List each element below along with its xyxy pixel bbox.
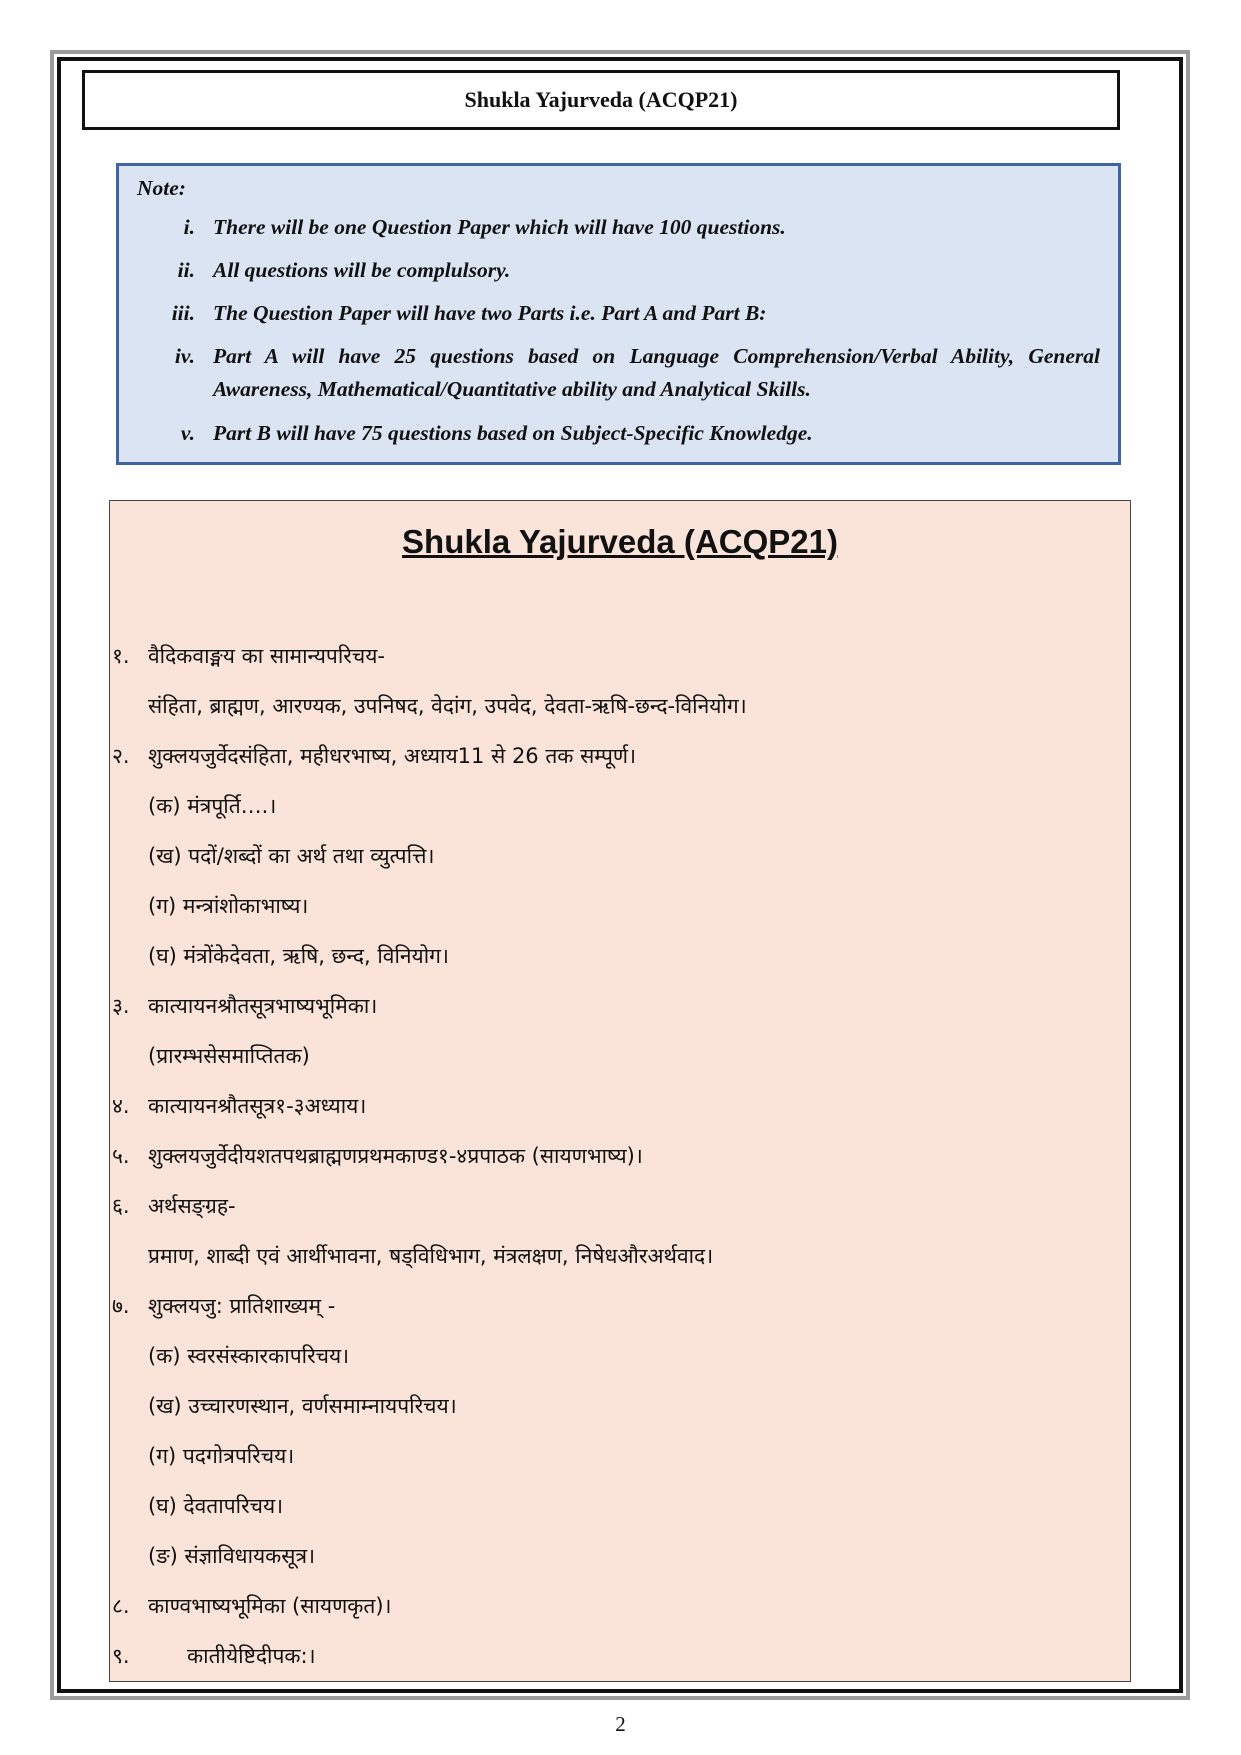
syllabus-line <box>110 1281 1130 1331</box>
syllabus-line <box>110 781 1130 831</box>
note-item-text: There will be one Question Paper which will have 100 questions. <box>213 215 786 239</box>
page-number: 2 <box>615 1712 626 1736</box>
syllabus-line-text: (ग) पदगोत्रपरिचय। <box>148 1444 295 1468</box>
note-item <box>137 340 1100 406</box>
syllabus-line <box>110 1181 1130 1231</box>
syllabus-line-text: कात्यायनश्रौतसूत्र१-३अध्याय। <box>148 1094 367 1118</box>
syllabus-line <box>110 1531 1130 1581</box>
syllabus-line <box>110 1631 1130 1681</box>
note-item-text: Part B will have 75 questions based on Subject-Specific Knowledge. <box>213 421 813 445</box>
syllabus-line-text: (ख) पदों/शब्दों का अर्थ तथा व्युत्पत्ति। <box>148 844 435 868</box>
note-item-text: All questions will be complulsory. <box>213 258 511 282</box>
header-title: Shukla Yajurveda (ACQP21) <box>82 70 1120 130</box>
syllabus-line-number: ३. <box>112 994 130 1018</box>
syllabus-line <box>110 1231 1130 1281</box>
syllabus-line-text: काण्वभाष्यभूमिका (सायणकृत)। <box>148 1594 392 1618</box>
syllabus-line <box>110 1331 1130 1381</box>
syllabus-line <box>110 731 1130 781</box>
syllabus-line-text: शुक्लयजुर्वेदीयशतपथब्राह्मणप्रथमकाण्ड१-४प्रपाठक (सायणभाष्य)। <box>148 1144 643 1168</box>
syllabus-line-number: ९. <box>112 1644 130 1668</box>
syllabus-line-text: वैदिकवाङ्मय का सामान्यपरिचय- <box>148 644 385 668</box>
syllabus-line-number: ५. <box>112 1144 130 1168</box>
syllabus-line <box>110 981 1130 1031</box>
syllabus-line-text: (क) स्वरसंस्कारकापरिचय। <box>148 1344 350 1368</box>
note-item <box>137 417 1100 449</box>
syllabus-box <box>109 500 1131 1682</box>
syllabus-line-text: कातीयेष्टिदीपक:। <box>187 1644 316 1668</box>
note-item-number: i. <box>183 215 195 239</box>
syllabus-line-text: (ङ) संज्ञाविधायकसूत्र। <box>148 1544 316 1568</box>
syllabus-list <box>110 631 1130 1681</box>
syllabus-title: Shukla Yajurveda (ACQP21) <box>402 523 838 560</box>
syllabus-line-number: ६. <box>112 1194 130 1218</box>
syllabus-line-text: (क) मंत्रपूर्ति….। <box>148 794 277 818</box>
note-box <box>116 163 1121 465</box>
note-item <box>137 211 1100 243</box>
syllabus-line-text: शुक्लयजुर्वेदसंहिता, महीधरभाष्य, अध्याय11 से 26 तक सम्पूर्ण। <box>148 744 637 768</box>
syllabus-line-text: (घ) मंत्रोंकेदेवता, ऋषि, छन्द, विनियोग। <box>148 944 449 968</box>
syllabus-line-text: शुक्लयजु: प्रातिशाख्यम् - <box>148 1294 336 1318</box>
note-item-text: Part A will have 25 questions based on Language Comprehension/Verbal Ability, General Awareness, Mathematical/Quantitative ability and Analytical Skills. <box>213 344 1100 401</box>
syllabus-line <box>110 1381 1130 1431</box>
syllabus-line <box>110 1131 1130 1181</box>
syllabus-line-text: प्रमाण, शाब्दी एवं आर्थीभावना, षड्विधिभाग, मंत्रलक्षण, निषेधऔरअर्थवाद। <box>148 1244 714 1268</box>
syllabus-line <box>110 1481 1130 1531</box>
syllabus-line <box>110 1081 1130 1131</box>
syllabus-line-number: २. <box>112 744 130 768</box>
syllabus-line-number: ४. <box>112 1094 130 1118</box>
syllabus-line <box>110 1581 1130 1631</box>
syllabus-line <box>110 831 1130 881</box>
syllabus-line-number: ८. <box>112 1594 130 1618</box>
syllabus-line <box>110 1431 1130 1481</box>
note-item-text: The Question Paper will have two Parts i.e. Part A and Part B: <box>213 301 767 325</box>
note-heading: Note: <box>137 176 186 200</box>
syllabus-line <box>110 881 1130 931</box>
syllabus-line-text: (ख) उच्चारणस्थान, वर्णसमाम्नायपरिचय। <box>148 1394 457 1418</box>
syllabus-line-text: (घ) देवतापरिचय। <box>148 1494 284 1518</box>
syllabus-line <box>110 631 1130 681</box>
syllabus-line-number: १. <box>112 644 130 668</box>
syllabus-line <box>110 681 1130 731</box>
note-item-number: iii. <box>171 301 195 325</box>
syllabus-line-text: संहिता, ब्राह्मण, आरण्यक, उपनिषद, वेदांग, उपवेद, देवता-ऋषि-छन्द-विनियोग। <box>148 694 747 718</box>
note-item <box>137 297 1100 329</box>
note-item-number: v. <box>180 421 195 445</box>
note-item <box>137 254 1100 286</box>
syllabus-line <box>110 931 1130 981</box>
syllabus-line <box>110 1031 1130 1081</box>
note-item-number: iv. <box>174 344 195 368</box>
note-item-number: ii. <box>177 258 195 282</box>
syllabus-line-text: कात्यायनश्रौतसूत्रभाष्यभूमिका। <box>148 994 378 1018</box>
syllabus-line-number: ७. <box>112 1294 130 1318</box>
syllabus-line-text: अर्थसङ्ग्रह- <box>148 1194 236 1218</box>
syllabus-line-text: (ग) मन्त्रांशोकाभाष्य। <box>148 894 309 918</box>
syllabus-line-text: (प्रारम्भसेसमाप्तितक) <box>148 1044 310 1068</box>
